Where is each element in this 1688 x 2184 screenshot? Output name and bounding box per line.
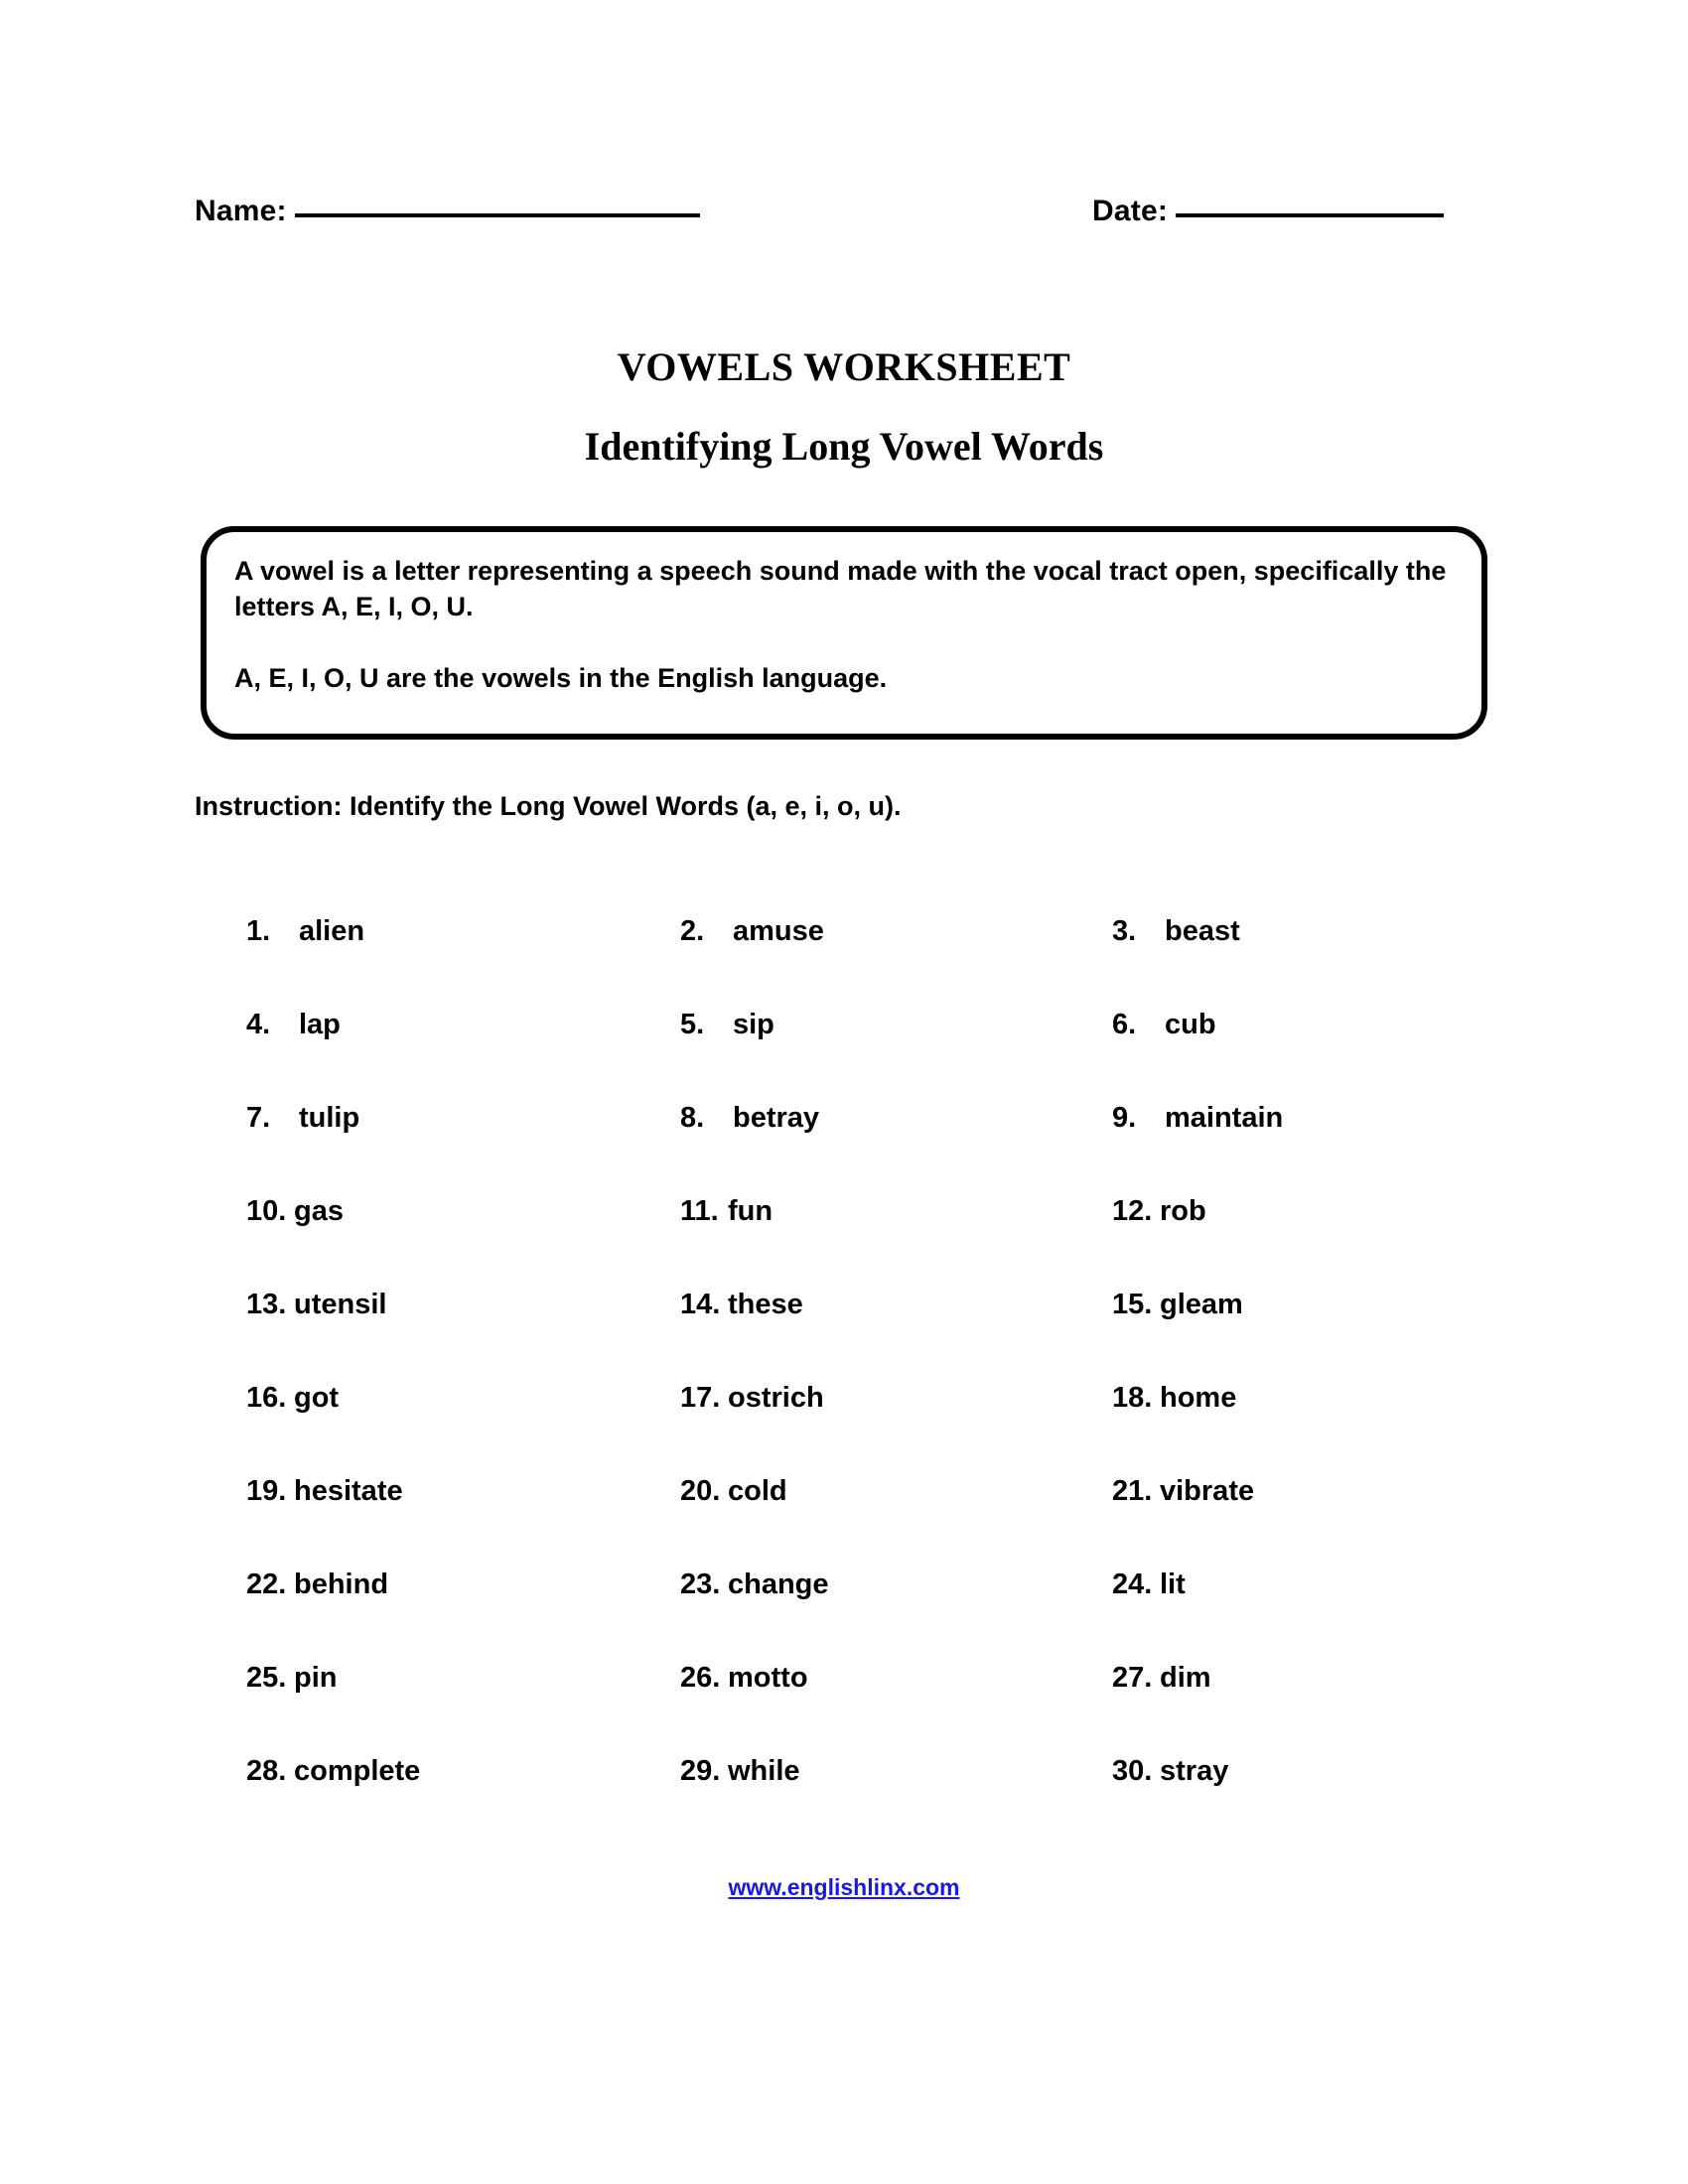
name-label: Name: [195,195,287,227]
date-label: Date: [1092,195,1169,227]
word-item[interactable] [680,1382,824,1415]
word-item[interactable] [246,1009,341,1041]
word-text: cold [728,1475,787,1507]
word-number: 25. [246,1662,287,1694]
word-item[interactable] [246,1289,386,1321]
word-number: 5. [680,1009,705,1040]
word-row [0,1009,1688,1102]
word-item[interactable] [680,915,824,948]
word-text: these [728,1289,803,1320]
worksheet-title: VOWELS WORKSHEET [617,344,1071,389]
word-row [0,1475,1688,1569]
word-number: 13. [246,1289,287,1320]
word-text: rob [1160,1195,1206,1227]
word-text: while [728,1755,800,1787]
word-item[interactable] [246,1102,359,1135]
word-item[interactable] [680,1475,787,1508]
word-row [0,1289,1688,1382]
word-item[interactable] [1112,1755,1228,1788]
word-item[interactable] [1112,1475,1254,1508]
word-text: fun [728,1195,774,1227]
word-item[interactable] [1112,1195,1206,1228]
instruction-text: Instruction: Identify the Long Vowel Words (a, e, i, o, u). [195,791,902,821]
englishlinx-link[interactable]: www.englishlinx.com [728,1874,960,1900]
word-number: 11. [680,1195,719,1227]
word-number: 21. [1112,1475,1153,1507]
header-fields [0,195,1688,250]
word-number: 28. [246,1755,287,1787]
word-text: gas [294,1195,344,1227]
word-item[interactable] [246,1475,403,1508]
word-number: 17. [680,1382,721,1414]
word-row [0,1382,1688,1475]
definition-box [201,526,1487,740]
word-item[interactable] [680,1755,800,1788]
word-item[interactable] [1112,1102,1283,1135]
word-number: 12. [1112,1195,1153,1227]
word-text: home [1160,1382,1237,1414]
word-item[interactable] [680,1662,808,1695]
word-text: pin [294,1662,338,1694]
word-text: lit [1160,1569,1186,1600]
word-item[interactable] [246,1195,344,1228]
word-row [0,1569,1688,1662]
word-text: hesitate [294,1475,403,1507]
word-number: 2. [680,915,705,947]
word-text: complete [294,1755,421,1787]
word-text: utensil [294,1289,387,1320]
word-number: 14. [680,1289,721,1320]
word-number: 8. [680,1102,705,1134]
word-number: 9. [1112,1102,1137,1134]
word-number: 20. [680,1475,721,1507]
word-text: ostrich [728,1382,824,1414]
word-number: 10. [246,1195,287,1227]
word-text: maintain [1165,1102,1284,1134]
word-number: 4. [246,1009,271,1040]
word-item[interactable] [1112,1382,1236,1415]
name-write-line[interactable] [295,213,700,217]
word-number: 1. [246,915,271,947]
worksheet-subtitle: Identifying Long Vowel Words [584,424,1104,469]
word-item[interactable] [246,1569,388,1601]
word-number: 29. [680,1755,721,1787]
word-item[interactable] [680,1195,773,1228]
word-row [0,1102,1688,1195]
word-item[interactable] [1112,1009,1216,1041]
footer [0,1874,1688,1901]
word-text: sip [733,1009,774,1040]
word-item[interactable] [1112,915,1240,948]
word-list [0,915,1688,1848]
word-item[interactable] [1112,1289,1243,1321]
word-item[interactable] [680,1289,803,1321]
word-row [0,1755,1688,1848]
word-item[interactable] [680,1009,774,1041]
word-number: 19. [246,1475,287,1507]
word-text: stray [1160,1755,1229,1787]
word-number: 3. [1112,915,1137,947]
word-item[interactable] [246,1755,420,1788]
definition-paragraph-2: A, E, I, O, U are the vowels in the English language. [234,662,888,693]
word-row [0,1662,1688,1755]
date-field[interactable] [1092,195,1444,228]
word-text: dim [1160,1662,1211,1694]
word-row [0,915,1688,1009]
word-text: amuse [733,915,824,947]
definition-paragraph-1: A vowel is a letter representing a speech sound made with the vocal tract open, specifically the letters A, E, I, O, U. [234,556,1447,621]
word-item[interactable] [680,1569,829,1601]
word-text: beast [1165,915,1240,947]
word-text: got [294,1382,340,1414]
name-field[interactable] [195,195,700,228]
word-item[interactable] [680,1102,819,1135]
word-text: lap [299,1009,341,1040]
word-text: change [728,1569,829,1600]
word-number: 27. [1112,1662,1153,1694]
word-text: cub [1165,1009,1216,1040]
word-number: 26. [680,1662,721,1694]
date-write-line[interactable] [1176,213,1444,217]
word-text: motto [728,1662,808,1694]
word-number: 16. [246,1382,287,1414]
word-number: 6. [1112,1009,1137,1040]
word-number: 18. [1112,1382,1153,1414]
word-number: 24. [1112,1569,1153,1600]
word-item[interactable] [246,915,364,948]
word-text: gleam [1160,1289,1243,1320]
word-text: betray [733,1102,820,1134]
word-item[interactable] [1112,1662,1211,1695]
word-text: tulip [299,1102,360,1134]
word-row [0,1195,1688,1289]
word-number: 15. [1112,1289,1153,1320]
word-number: 23. [680,1569,721,1600]
word-number: 7. [246,1102,271,1134]
word-item[interactable] [246,1662,338,1695]
word-text: behind [294,1569,389,1600]
word-item[interactable] [246,1382,339,1415]
word-number: 22. [246,1569,287,1600]
word-number: 30. [1112,1755,1153,1787]
word-text: vibrate [1160,1475,1255,1507]
word-text: alien [299,915,365,947]
word-item[interactable] [1112,1569,1186,1601]
